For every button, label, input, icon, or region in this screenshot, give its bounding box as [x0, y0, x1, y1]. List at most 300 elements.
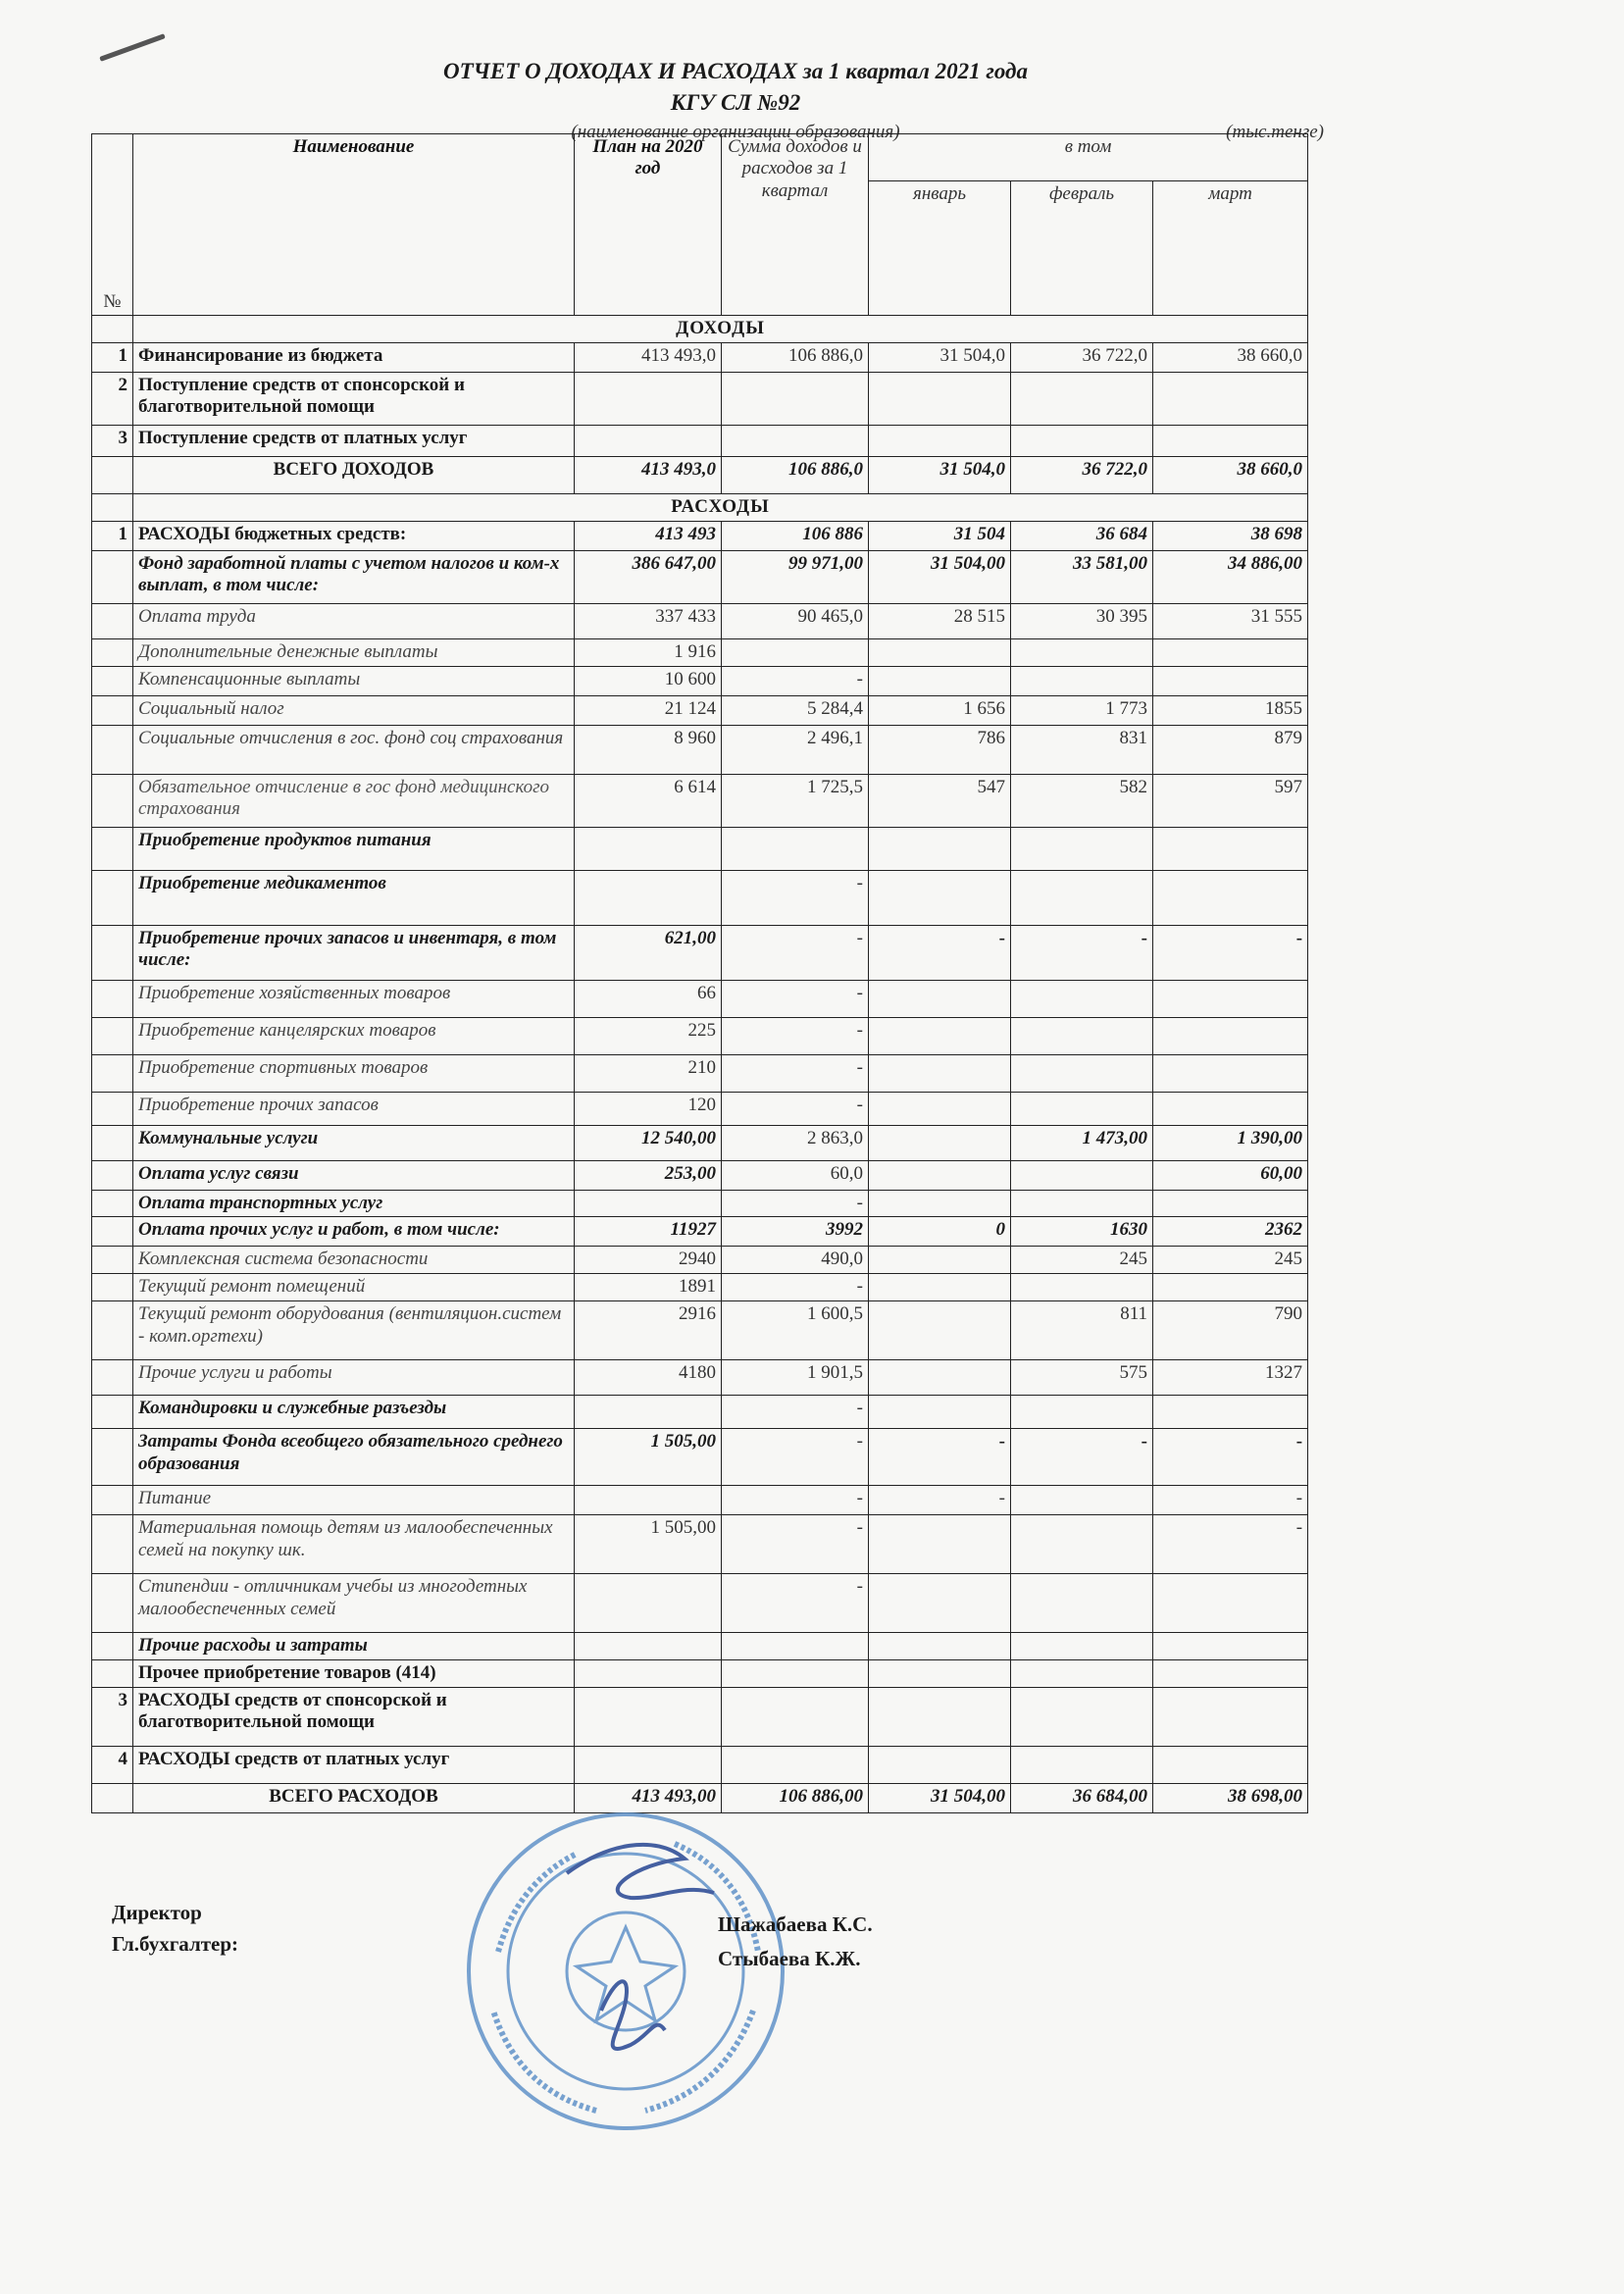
- col-num-header: №: [92, 134, 133, 316]
- cell-sum: [722, 1687, 869, 1746]
- cell-sum: -: [722, 1191, 869, 1217]
- report-body: [92, 316, 1308, 1813]
- cell-mar: -: [1153, 926, 1308, 981]
- cell-feb: [1011, 426, 1153, 457]
- col-sum-header: Сумма доходов и расходов за 1 квартал: [722, 134, 869, 316]
- cell-mar: [1153, 1018, 1308, 1055]
- cell-sum: -: [722, 1055, 869, 1093]
- row-name: Оплата прочих услуг и работ, в том числе:: [133, 1217, 575, 1247]
- row-number: [92, 828, 133, 871]
- cell-jan: [869, 1515, 1011, 1574]
- table-row: [92, 426, 1308, 457]
- row-name: РАСХОДЫ бюджетных средств:: [133, 522, 575, 551]
- cell-mar: 31 555: [1153, 604, 1308, 639]
- cell-feb: -: [1011, 926, 1153, 981]
- cell-plan: 210: [575, 1055, 722, 1093]
- org-note: (наименование организации образования): [571, 122, 900, 142]
- row-name: Приобретение медикаментов: [133, 871, 575, 926]
- cell-sum: [722, 1633, 869, 1660]
- cell-plan: [575, 1191, 722, 1217]
- row-number: [92, 696, 133, 726]
- total-cell-plan: 413 493,00: [575, 1783, 722, 1812]
- cell-jan: 31 504,00: [869, 551, 1011, 604]
- cell-mar: [1153, 1191, 1308, 1217]
- row-number: [92, 775, 133, 828]
- cell-plan: 12 540,00: [575, 1126, 722, 1161]
- cell-mar: 245: [1153, 1247, 1308, 1274]
- row-number: [92, 1633, 133, 1660]
- cell-plan: [575, 828, 722, 871]
- cell-sum: [722, 373, 869, 426]
- row-number: [92, 551, 133, 604]
- cell-feb: [1011, 1055, 1153, 1093]
- cell-sum: [722, 828, 869, 871]
- cell-plan: [575, 1660, 722, 1687]
- cell-plan: [575, 1746, 722, 1783]
- row-name: Текущий ремонт помещений: [133, 1274, 575, 1301]
- row-name: Текущий ремонт оборудования (вентиляцион.систем - комп.оргтехи): [133, 1301, 575, 1360]
- total-cell-mar: 38 660,0: [1153, 457, 1308, 494]
- cell-sum: [722, 639, 869, 667]
- cell-mar: [1153, 1574, 1308, 1633]
- total-cell-plan: 413 493,0: [575, 457, 722, 494]
- col-plan-header: План на 2020 год: [575, 134, 722, 316]
- cell-plan: 1 505,00: [575, 1429, 722, 1486]
- cell-sum: 106 886: [722, 522, 869, 551]
- row-name: Фонд заработной платы с учетом налогов и ком-х выплат, в том числе:: [133, 551, 575, 604]
- expense-total-label: ВСЕГО РАСХОДОВ: [133, 1783, 575, 1812]
- table-row: [92, 639, 1308, 667]
- report-title: ОТЧЕТ О ДОХОДАХ И РАСХОДАХ за 1 квартал 2021 года: [443, 59, 1028, 83]
- cell-plan: 6 614: [575, 775, 722, 828]
- cell-feb: 245: [1011, 1247, 1153, 1274]
- cell-jan: [869, 1126, 1011, 1161]
- cell-mar: 60,00: [1153, 1161, 1308, 1191]
- cell-sum: -: [722, 1396, 869, 1429]
- cell-jan: 547: [869, 775, 1011, 828]
- table-row: [92, 1396, 1308, 1429]
- cell-jan: [869, 1274, 1011, 1301]
- cell-feb: [1011, 1486, 1153, 1515]
- row-name: Коммунальные услуги: [133, 1126, 575, 1161]
- cell-plan: [575, 373, 722, 426]
- cell-feb: 36 722,0: [1011, 343, 1153, 373]
- cell-feb: [1011, 1191, 1153, 1217]
- cell-jan: -: [869, 1486, 1011, 1515]
- table-row: [92, 1247, 1308, 1274]
- table-row: [92, 343, 1308, 373]
- cell-sum: 2 496,1: [722, 726, 869, 775]
- row-name: Приобретение канцелярских товаров: [133, 1018, 575, 1055]
- cell-jan: [869, 1301, 1011, 1360]
- table-row: [92, 551, 1308, 604]
- cell-mar: [1153, 1055, 1308, 1093]
- table-row: [92, 1217, 1308, 1247]
- cell-jan: [869, 1247, 1011, 1274]
- cell-feb: [1011, 1687, 1153, 1746]
- cell-jan: -: [869, 1429, 1011, 1486]
- row-name: РАСХОДЫ средств от платных услуг: [133, 1746, 575, 1783]
- row-number: [92, 1574, 133, 1633]
- col-feb-header: февраль: [1011, 181, 1153, 316]
- accountant-name: Стыбаева К.Ж.: [718, 1947, 861, 1970]
- row-name: Приобретение прочих запасов и инвентаря, в том числе:: [133, 926, 575, 981]
- col-name-header: Наименование: [133, 134, 575, 316]
- cell-sum: 1 725,5: [722, 775, 869, 828]
- cell-plan: 10 600: [575, 667, 722, 696]
- row-name: Стипендии - отличникам учебы из многодетных малообеспеченных семей: [133, 1574, 575, 1633]
- cell-mar: [1153, 1660, 1308, 1687]
- row-number: [92, 926, 133, 981]
- row-number: [92, 667, 133, 696]
- cell-feb: [1011, 1746, 1153, 1783]
- cell-mar: [1153, 639, 1308, 667]
- cell-mar: [1153, 1396, 1308, 1429]
- row-number: [92, 1515, 133, 1574]
- cell-feb: [1011, 871, 1153, 926]
- table-row: [92, 1486, 1308, 1515]
- row-name: Приобретение прочих запасов: [133, 1093, 575, 1126]
- cell-plan: [575, 1396, 722, 1429]
- row-number: [92, 726, 133, 775]
- cell-sum: -: [722, 1429, 869, 1486]
- cell-sum: 3992: [722, 1217, 869, 1247]
- cell-plan: 337 433: [575, 604, 722, 639]
- report-table: [91, 133, 1308, 1813]
- cell-plan: 120: [575, 1093, 722, 1126]
- cell-sum: -: [722, 1486, 869, 1515]
- cell-plan: 1891: [575, 1274, 722, 1301]
- cell-mar: [1153, 426, 1308, 457]
- row-number: [92, 1161, 133, 1191]
- cell-mar: 1327: [1153, 1360, 1308, 1396]
- cell-feb: -: [1011, 1429, 1153, 1486]
- row-name: Социальный налог: [133, 696, 575, 726]
- cell-sum: -: [722, 1093, 869, 1126]
- cell-plan: 66: [575, 981, 722, 1018]
- cell-feb: [1011, 981, 1153, 1018]
- row-number: [92, 1191, 133, 1217]
- cell-plan: 2940: [575, 1247, 722, 1274]
- cell-jan: [869, 426, 1011, 457]
- cell-mar: 2362: [1153, 1217, 1308, 1247]
- cell-mar: 879: [1153, 726, 1308, 775]
- expenses-section-heading: РАСХОДЫ: [133, 494, 1308, 522]
- cell-plan: 4180: [575, 1360, 722, 1396]
- cell-mar: [1153, 1274, 1308, 1301]
- cell-plan: 2916: [575, 1301, 722, 1360]
- total-cell-feb: 36 722,0: [1011, 457, 1153, 494]
- row-name: Командировки и служебные разъезды: [133, 1396, 575, 1429]
- cell-feb: [1011, 1093, 1153, 1126]
- cell-feb: [1011, 1633, 1153, 1660]
- table-row: [92, 1301, 1308, 1360]
- official-stamp: [459, 1805, 792, 2138]
- pen-mark: [99, 33, 165, 62]
- cell-plan: 253,00: [575, 1161, 722, 1191]
- income-section-heading-row: [92, 316, 1308, 343]
- total-cell-sum: 106 886,00: [722, 1783, 869, 1812]
- table-row: [92, 696, 1308, 726]
- cell-feb: [1011, 828, 1153, 871]
- total-cell-mar: 38 698,00: [1153, 1783, 1308, 1812]
- table-row: [92, 775, 1308, 828]
- cell-plan: 413 493,0: [575, 343, 722, 373]
- cell-jan: 1 656: [869, 696, 1011, 726]
- cell-mar: [1153, 667, 1308, 696]
- cell-plan: 1 505,00: [575, 1515, 722, 1574]
- row-name: Оплата услуг связи: [133, 1161, 575, 1191]
- total-num-cell: [92, 457, 133, 494]
- row-number: 2: [92, 373, 133, 426]
- section-num-cell: [92, 316, 133, 343]
- cell-feb: 582: [1011, 775, 1153, 828]
- row-number: [92, 1301, 133, 1360]
- row-name: Компенсационные выплаты: [133, 667, 575, 696]
- cell-sum: 60,0: [722, 1161, 869, 1191]
- cell-plan: [575, 1687, 722, 1746]
- table-row: [92, 1018, 1308, 1055]
- cell-feb: 1 473,00: [1011, 1126, 1153, 1161]
- cell-jan: 786: [869, 726, 1011, 775]
- cell-mar: [1153, 1633, 1308, 1660]
- row-name: Материальная помощь детям из малообеспеченных семей на покупку шк.: [133, 1515, 575, 1574]
- cell-feb: [1011, 667, 1153, 696]
- cell-sum: -: [722, 1574, 869, 1633]
- cell-jan: [869, 1018, 1011, 1055]
- row-number: [92, 1396, 133, 1429]
- row-number: [92, 1660, 133, 1687]
- cell-mar: 790: [1153, 1301, 1308, 1360]
- cell-plan: [575, 1486, 722, 1515]
- table-row: [92, 1274, 1308, 1301]
- cell-plan: 11927: [575, 1217, 722, 1247]
- row-number: [92, 1217, 133, 1247]
- row-name: РАСХОДЫ средств от спонсорской и благотворительной помощи: [133, 1687, 575, 1746]
- cell-sum: -: [722, 1274, 869, 1301]
- cell-sum: -: [722, 1515, 869, 1574]
- cell-jan: [869, 667, 1011, 696]
- total-num-cell: [92, 1783, 133, 1812]
- cell-sum: -: [722, 926, 869, 981]
- cell-plan: 386 647,00: [575, 551, 722, 604]
- accountant-label: Гл.бухгалтер:: [112, 1932, 239, 1956]
- row-name: Приобретение продуктов питания: [133, 828, 575, 871]
- cell-plan: [575, 871, 722, 926]
- col-jan-header: январь: [869, 181, 1011, 316]
- cell-feb: [1011, 1018, 1153, 1055]
- row-name: Прочее приобретение товаров (414): [133, 1660, 575, 1687]
- cell-mar: 38 660,0: [1153, 343, 1308, 373]
- row-number: [92, 604, 133, 639]
- cell-mar: [1153, 1687, 1308, 1746]
- cell-plan: 1 916: [575, 639, 722, 667]
- table-row: [92, 1660, 1308, 1687]
- row-name: Затраты Фонда всеобщего обязательного среднего образования: [133, 1429, 575, 1486]
- income-total-label: ВСЕГО ДОХОДОВ: [133, 457, 575, 494]
- col-group-header: в том: [869, 134, 1308, 181]
- cell-mar: 34 886,00: [1153, 551, 1308, 604]
- row-number: [92, 871, 133, 926]
- row-number: 3: [92, 426, 133, 457]
- row-number: [92, 1247, 133, 1274]
- row-name: Поступление средств от платных услуг: [133, 426, 575, 457]
- table-row: [92, 1055, 1308, 1093]
- row-number: 3: [92, 1687, 133, 1746]
- cell-sum: 2 863,0: [722, 1126, 869, 1161]
- cell-plan: 8 960: [575, 726, 722, 775]
- cell-jan: [869, 1093, 1011, 1126]
- cell-jan: [869, 1746, 1011, 1783]
- table-row: [92, 1093, 1308, 1126]
- row-number: [92, 981, 133, 1018]
- cell-mar: 597: [1153, 775, 1308, 828]
- table-row: [92, 981, 1308, 1018]
- row-number: [92, 1429, 133, 1486]
- cell-feb: 1630: [1011, 1217, 1153, 1247]
- row-name: Финансирование из бюджета: [133, 343, 575, 373]
- cell-feb: [1011, 1396, 1153, 1429]
- units-note: (тыс.тенге): [1226, 122, 1324, 142]
- cell-plan: [575, 1574, 722, 1633]
- cell-feb: [1011, 1161, 1153, 1191]
- cell-jan: [869, 373, 1011, 426]
- row-number: [92, 639, 133, 667]
- row-number: [92, 1018, 133, 1055]
- cell-feb: 811: [1011, 1301, 1153, 1360]
- table-row: [92, 871, 1308, 926]
- cell-feb: [1011, 639, 1153, 667]
- table-row: [92, 373, 1308, 426]
- cell-feb: [1011, 373, 1153, 426]
- table-row: [92, 1687, 1308, 1746]
- cell-mar: 1 390,00: [1153, 1126, 1308, 1161]
- cell-jan: [869, 828, 1011, 871]
- row-name: Прочие услуги и работы: [133, 1360, 575, 1396]
- cell-jan: 28 515: [869, 604, 1011, 639]
- cell-sum: [722, 1660, 869, 1687]
- cell-feb: 575: [1011, 1360, 1153, 1396]
- cell-plan: 21 124: [575, 696, 722, 726]
- cell-plan: [575, 1633, 722, 1660]
- table-row: [92, 926, 1308, 981]
- cell-mar: [1153, 871, 1308, 926]
- cell-mar: 38 698: [1153, 522, 1308, 551]
- row-number: [92, 1360, 133, 1396]
- cell-feb: 831: [1011, 726, 1153, 775]
- row-name: Прочие расходы и затраты: [133, 1633, 575, 1660]
- cell-jan: [869, 1687, 1011, 1746]
- cell-feb: 1 773: [1011, 696, 1153, 726]
- cell-plan: 621,00: [575, 926, 722, 981]
- cell-sum: -: [722, 871, 869, 926]
- cell-jan: [869, 1055, 1011, 1093]
- director-name: Шажабаева К.С.: [718, 1912, 873, 1936]
- cell-sum: 106 886,0: [722, 343, 869, 373]
- table-row: [92, 604, 1308, 639]
- cell-feb: 30 395: [1011, 604, 1153, 639]
- cell-feb: [1011, 1660, 1153, 1687]
- row-number: [92, 1274, 133, 1301]
- table-row: [92, 667, 1308, 696]
- cell-mar: -: [1153, 1429, 1308, 1486]
- table-row: [92, 522, 1308, 551]
- total-cell-feb: 36 684,00: [1011, 1783, 1153, 1812]
- director-label: Директор: [112, 1901, 202, 1924]
- table-row: [92, 1161, 1308, 1191]
- section-num-cell: [92, 494, 133, 522]
- row-name: Социальные отчисления в гос. фонд соц страхования: [133, 726, 575, 775]
- cell-jan: [869, 871, 1011, 926]
- cell-sum: 99 971,00: [722, 551, 869, 604]
- cell-mar: -: [1153, 1515, 1308, 1574]
- income-total-row: [92, 457, 1308, 494]
- cell-jan: [869, 1191, 1011, 1217]
- row-number: [92, 1486, 133, 1515]
- row-name: Оплата транспортных услуг: [133, 1191, 575, 1217]
- row-number: [92, 1093, 133, 1126]
- row-name: Обязательное отчисление в гос фонд медицинского страхования: [133, 775, 575, 828]
- col-mar-header: март: [1153, 181, 1308, 316]
- cell-jan: [869, 639, 1011, 667]
- row-name: Приобретение хозяйственных товаров: [133, 981, 575, 1018]
- row-number: 4: [92, 1746, 133, 1783]
- cell-jan: [869, 1633, 1011, 1660]
- row-name: Приобретение спортивных товаров: [133, 1055, 575, 1093]
- row-number: [92, 1126, 133, 1161]
- table-row: [92, 1429, 1308, 1486]
- table-row: [92, 1574, 1308, 1633]
- table-row: [92, 1191, 1308, 1217]
- cell-jan: [869, 1161, 1011, 1191]
- table-row: [92, 1633, 1308, 1660]
- total-cell-sum: 106 886,0: [722, 457, 869, 494]
- cell-sum: [722, 426, 869, 457]
- cell-mar: [1153, 981, 1308, 1018]
- row-name: Комплексная система безопасности: [133, 1247, 575, 1274]
- cell-jan: [869, 1660, 1011, 1687]
- cell-feb: [1011, 1574, 1153, 1633]
- row-number: 1: [92, 522, 133, 551]
- row-name: Дополнительные денежные выплаты: [133, 639, 575, 667]
- cell-sum: [722, 1746, 869, 1783]
- row-name: Поступление средств от спонсорской и благотворительной помощи: [133, 373, 575, 426]
- table-row: [92, 1360, 1308, 1396]
- cell-mar: [1153, 373, 1308, 426]
- cell-mar: 1855: [1153, 696, 1308, 726]
- cell-jan: [869, 1360, 1011, 1396]
- expenses-section-heading-row: [92, 494, 1308, 522]
- cell-jan: -: [869, 926, 1011, 981]
- cell-jan: 0: [869, 1217, 1011, 1247]
- cell-feb: 36 684: [1011, 522, 1153, 551]
- cell-jan: [869, 981, 1011, 1018]
- income-section-heading: ДОХОДЫ: [133, 316, 1308, 343]
- cell-sum: -: [722, 667, 869, 696]
- cell-jan: [869, 1574, 1011, 1633]
- cell-mar: [1153, 828, 1308, 871]
- table-row: [92, 726, 1308, 775]
- cell-feb: [1011, 1274, 1153, 1301]
- cell-sum: -: [722, 1018, 869, 1055]
- cell-sum: -: [722, 981, 869, 1018]
- cell-sum: 90 465,0: [722, 604, 869, 639]
- row-number: [92, 1055, 133, 1093]
- cell-plan: [575, 426, 722, 457]
- row-name: Питание: [133, 1486, 575, 1515]
- cell-jan: [869, 1396, 1011, 1429]
- total-cell-jan: 31 504,00: [869, 1783, 1011, 1812]
